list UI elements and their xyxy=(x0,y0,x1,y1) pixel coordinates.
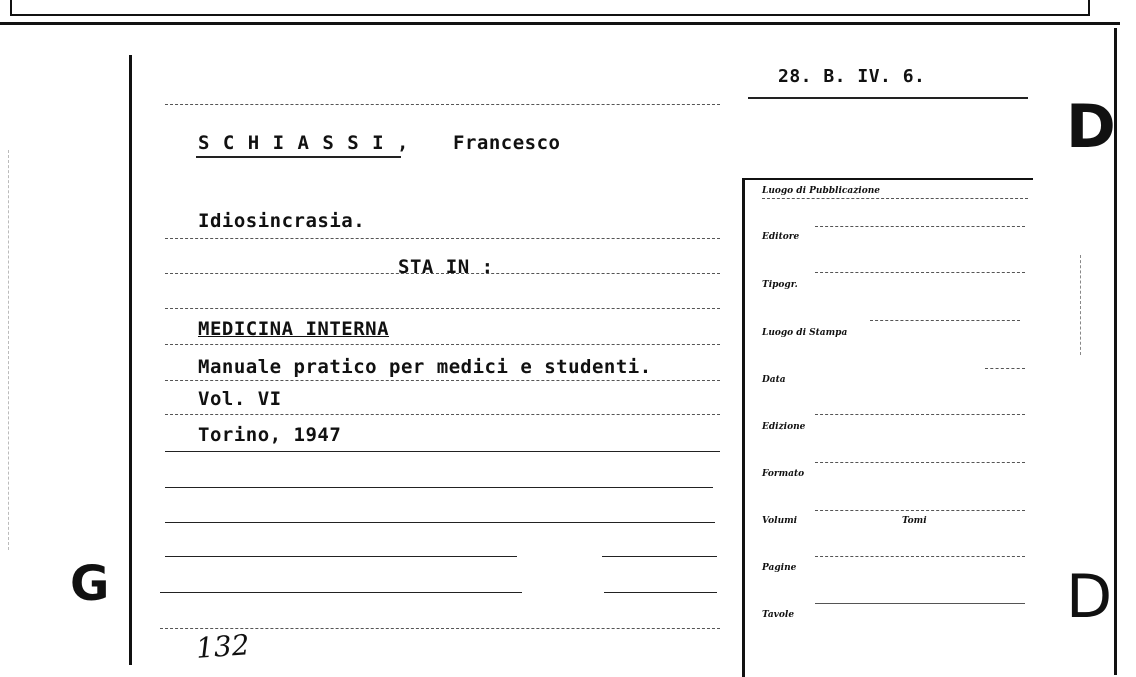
edge-mark xyxy=(1080,255,1082,355)
edge-mark-left xyxy=(8,150,10,550)
author-name: Francesco xyxy=(453,132,561,154)
form-label-tomi: Tomi xyxy=(902,516,927,526)
rule-6 xyxy=(165,380,720,381)
form-rule-1 xyxy=(762,198,1028,199)
rule-10 xyxy=(165,522,715,523)
rule-3 xyxy=(165,273,720,274)
margin-letter-top-right: D xyxy=(1066,92,1116,162)
source-title: MEDICINA INTERNA xyxy=(198,318,390,340)
form-label-luogo-stampa: Luogo di Stampa xyxy=(762,328,848,338)
rule-8 xyxy=(165,451,720,452)
form-rule-3 xyxy=(815,272,1025,273)
form-label-edizione: Edizione xyxy=(762,422,806,432)
place-year: Torino, 1947 xyxy=(198,424,342,446)
handwritten-number: 132 xyxy=(194,628,251,665)
form-label-editore: Editore xyxy=(762,232,800,242)
rule-2 xyxy=(165,238,720,239)
card-left-border xyxy=(129,55,132,665)
rule-11a xyxy=(165,556,517,557)
form-rule-9 xyxy=(815,556,1025,557)
rule-12a xyxy=(160,592,522,593)
rule-7 xyxy=(165,414,720,415)
author-surname: S C H I A S S I , xyxy=(198,132,410,154)
source-subtitle: Manuale pratico per medici e studenti. xyxy=(198,356,652,378)
form-rule-4 xyxy=(870,320,1020,321)
volume: Vol. VI xyxy=(198,388,282,410)
shelfmark: 28. B. IV. 6. xyxy=(778,66,926,87)
form-label-tavole: Tavole xyxy=(762,610,795,620)
form-rule-8 xyxy=(815,510,1025,511)
form-label-tipografo: Tipogr. xyxy=(762,280,798,290)
work-title: Idiosincrasia. xyxy=(198,210,366,232)
form-label-formato: Formato xyxy=(762,469,805,479)
form-label-pagine: Pagine xyxy=(762,563,797,573)
form-rule-2 xyxy=(815,226,1025,227)
form-label-volumi: Volumi xyxy=(762,516,798,526)
rule-5 xyxy=(165,344,720,345)
form-label-luogo-pubblicazione: Luogo di Pubblicazione xyxy=(762,186,880,196)
author-underline xyxy=(196,156,401,158)
rule-12b xyxy=(604,592,717,593)
rule-11b xyxy=(602,556,717,557)
form-rule-7 xyxy=(815,462,1025,463)
rule-9 xyxy=(165,487,713,488)
form-label-data: Data xyxy=(762,375,786,385)
rule-4 xyxy=(165,308,720,309)
form-rule-10 xyxy=(815,603,1025,604)
rule-1 xyxy=(165,104,720,105)
shelfmark-underline xyxy=(748,97,1028,99)
sta-in-label: STA IN : xyxy=(398,256,494,278)
form-rule-5 xyxy=(985,368,1025,369)
form-rule-6 xyxy=(815,414,1025,415)
top-card-edge xyxy=(10,0,1090,16)
margin-letter-bottom-right: D xyxy=(1066,562,1113,632)
margin-letter-bottom-left: G xyxy=(70,556,110,612)
top-strip-line xyxy=(0,22,1120,25)
